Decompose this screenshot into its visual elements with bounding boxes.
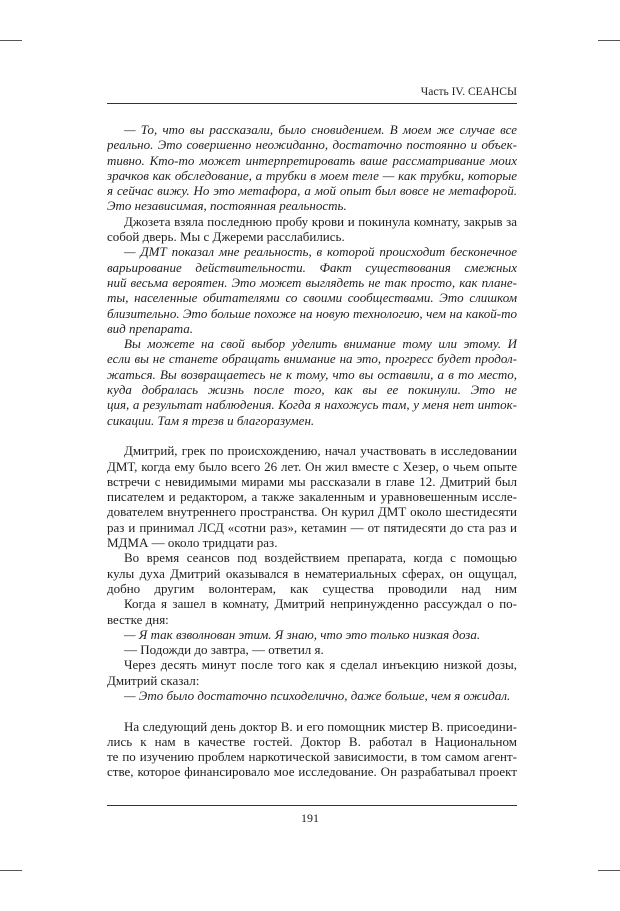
text-line: ты, населенные обитателями со своими сообществами. Это слишком xyxy=(107,290,517,306)
text-line: если вы не станете обращать внимание на это, прогресс будет продол- xyxy=(107,351,517,367)
text-line: лись к нам в качестве гостей. Доктор В. работал в Национальном xyxy=(107,733,517,749)
text-line: Джозета взяла последнюю пробу крови и покинула комнату, закрыв за xyxy=(124,213,517,229)
text-line: Во время сеансов под воздействием препарата, когда с помощью xyxy=(124,550,517,566)
crop-mark-bottom-right xyxy=(598,870,620,871)
text-line: Дмитрий сказал: xyxy=(107,672,200,688)
text-line: я сейчас вижу. Но это метафора, а мой опыт был вовсе не метафорой. xyxy=(107,183,517,199)
text-line: Когда я зашел в комнату, Дмитрий непринужденно рассуждал о по- xyxy=(124,596,517,612)
text-line: дователем внутреннего пространства. Он курил ДМТ около шестидесяти xyxy=(107,504,517,520)
text-line: те по изучению проблем наркотической зависимости, в том самом агент- xyxy=(107,749,517,765)
text-line: кулы духа Дмитрий оказывался в нематериальных сферах, он ощущал, xyxy=(107,565,517,581)
text-line: — ДМТ показал мне реальность, в которой происходит бесконечное xyxy=(124,244,517,260)
text-line: встречи с невидимыми мирами мы рассказали в главе 12. Дмитрий был xyxy=(107,473,517,489)
text-line: близительно. Это больше похоже на новую технологию, чем на какой-то xyxy=(107,305,517,321)
text-line: стве, которое финансировало мое исследование. Он разрабатывал проект xyxy=(107,764,517,780)
page-body-text xyxy=(107,122,517,780)
text-line: Дмитрий, грек по происхождению, начал участвовать в исследовании xyxy=(124,443,517,459)
text-line: — То, что вы рассказали, было сновидением. В моем же случае все xyxy=(124,122,517,137)
page-number: 191 xyxy=(301,811,319,825)
text-line: раз и принимал ЛСД «сотни раз», кетамин — от пятидесяти до ста раз и xyxy=(107,519,517,535)
crop-mark-bottom-left xyxy=(0,870,22,871)
text-line: вестке дня: xyxy=(107,611,169,627)
footer-rule xyxy=(107,805,517,806)
text-line: зрачков как обследование, а трубки в моем теле — как трубки, которые xyxy=(107,167,517,183)
text-line: реально. Это совершенно неожиданно, достаточно постоянно и объек- xyxy=(107,137,517,153)
text-line: — Подожди до завтра, — ответил я. xyxy=(124,642,324,658)
blank-line xyxy=(107,703,517,718)
text-line: Через десять минут после того как я сделал инъекцию низкой дозы, xyxy=(124,657,517,673)
text-line: Это независимая, постоянная реальность. xyxy=(107,198,347,214)
text-line: вид препарата. xyxy=(107,320,194,336)
text-line: Вы можете на свой выбор уделить внимание тому или этому. И xyxy=(124,336,517,352)
text-line: варьирование действительности. Факт существования смежных xyxy=(107,259,517,275)
crop-mark-top-left xyxy=(0,40,22,41)
header-rule xyxy=(107,103,517,104)
running-header: Часть IV. СЕАНСЫ xyxy=(420,86,517,98)
text-line: МДМА — около тридцати раз. xyxy=(107,535,278,551)
text-line: ний весьма вероятен. Это может выглядеть не так просто, как плане- xyxy=(107,274,517,290)
text-line: собой дверь. Мы с Джереми расслабились. xyxy=(107,229,345,245)
text-line: сикации. Там я трезв и благоразумен. xyxy=(107,412,315,428)
text-line: ция, а результат наблюдения. Когда я нахожусь там, у меня нет инток- xyxy=(107,397,517,413)
blank-line xyxy=(107,428,517,443)
text-line: ДМТ, когда ему было всего 26 лет. Он жил вместе с Хезер, о чьем опыте xyxy=(107,458,517,474)
text-line: добно другим волонтерам, как существа проводили над ним xyxy=(107,580,517,596)
text-line: жаться. Вы возвращаетесь не к тому, что вы оставили, а в то место, xyxy=(107,366,517,382)
text-line: писателем и редактором, а также закаленным и уравновешенным иссле- xyxy=(107,489,517,505)
text-line: тивно. Кто-то может интерпретировать ваше рассматривание моих xyxy=(107,152,517,168)
text-line: куда добралась жизнь после того, как вы ее покинули. Это не xyxy=(107,382,517,398)
text-line: — Я так взволнован этим. Я знаю, что это только низкая доза. xyxy=(124,626,481,642)
crop-mark-top-right xyxy=(598,40,620,41)
text-line: — Это было достаточно психоделично, даже больше, чем я ожидал. xyxy=(124,687,511,703)
text-line: На следующий день доктор В. и его помощник мистер В. присоедини- xyxy=(124,718,517,734)
